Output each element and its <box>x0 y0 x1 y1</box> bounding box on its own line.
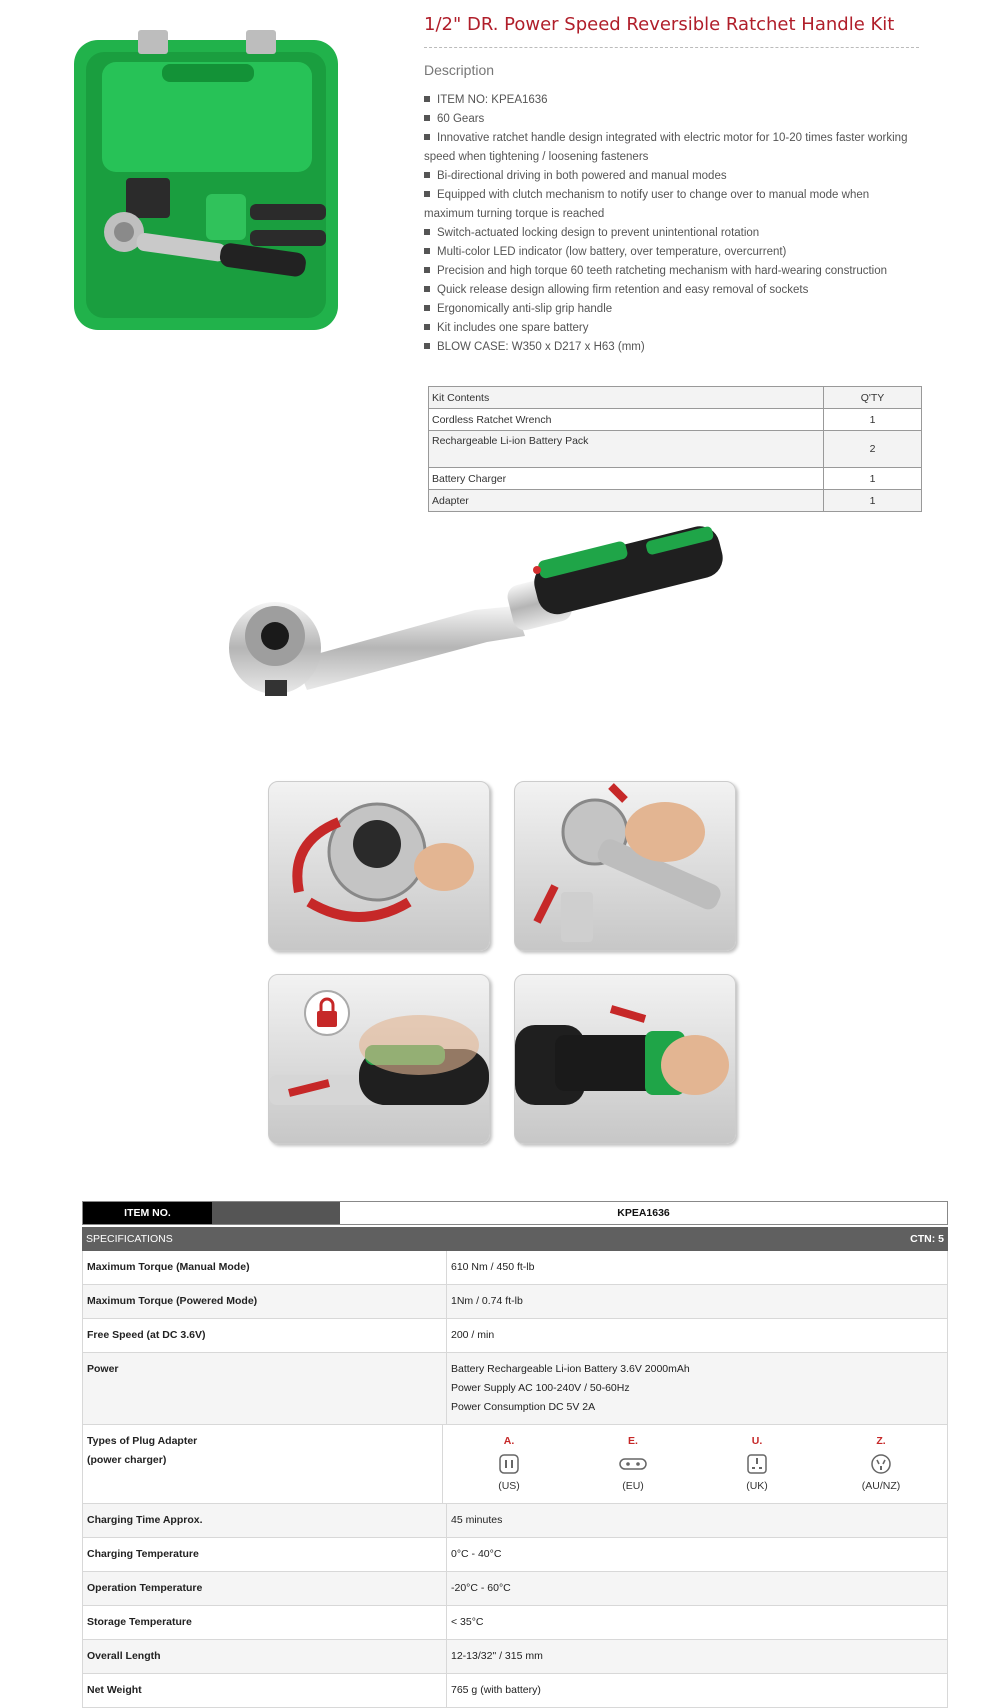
plug-code: U. <box>751 1435 763 1447</box>
title-divider <box>424 47 919 48</box>
item-number-row <box>82 1201 948 1225</box>
spec-label: Net Weight <box>83 1674 447 1707</box>
table-row <box>82 1353 948 1425</box>
feature-item: Ergonomically anti-slip grip handle <box>424 300 919 319</box>
detail-photo-quick-release <box>514 781 736 951</box>
spec-label: Free Speed (at DC 3.6V) <box>83 1319 447 1352</box>
table-row <box>429 387 922 409</box>
plug-region: (US) <box>498 1480 520 1492</box>
kit-qty: 1 <box>824 409 922 431</box>
table-row <box>429 431 922 468</box>
detail-photo-lock-switch <box>268 974 490 1144</box>
spec-rows <box>82 1251 948 1708</box>
specifications-label: SPECIFICATIONS <box>86 1233 173 1245</box>
kit-item: Adapter <box>429 490 824 512</box>
spec-value: 765 g (with battery) <box>451 1684 541 1696</box>
feature-item: Equipped with clutch mechanism to notify user to change over to manual mode when maximum turning torque is reached <box>424 186 919 224</box>
plug-type <box>571 1432 695 1496</box>
detail-photo-rotation <box>268 781 490 951</box>
spec-value <box>447 1353 947 1424</box>
detail-photo-battery <box>514 974 736 1144</box>
feature-item: Quick release design allowing firm retention and easy removal of sockets <box>424 281 919 300</box>
kit-item: Rechargeable Li-ion Battery Pack <box>429 431 824 468</box>
feature-item: Kit includes one spare battery <box>424 319 919 338</box>
plug-region: (AU/NZ) <box>861 1480 901 1492</box>
power-line: Battery Rechargeable Li-ion Battery 3.6V 2000mAh <box>451 1363 690 1375</box>
table-row <box>82 1674 948 1708</box>
spec-label: Maximum Torque (Powered Mode) <box>83 1285 447 1318</box>
eu-plug-icon <box>618 1453 648 1475</box>
feature-item: Switch-actuated locking design to prevent unintentional rotation <box>424 224 919 243</box>
spec-value: 1Nm / 0.74 ft-lb <box>451 1295 523 1307</box>
spec-label: Operation Temperature <box>83 1572 447 1605</box>
spec-value: 45 minutes <box>451 1514 503 1526</box>
spec-label: Overall Length <box>83 1640 447 1673</box>
au-plug-icon <box>870 1453 892 1475</box>
us-plug-icon <box>498 1453 520 1475</box>
carton-count: CTN: 5 <box>910 1233 944 1245</box>
spec-value: 12-13/32" / 315 mm <box>451 1650 543 1662</box>
plug-region: (UK) <box>746 1480 768 1492</box>
product-case-image <box>66 26 356 342</box>
table-row <box>82 1285 948 1319</box>
spec-label: Maximum Torque (Manual Mode) <box>83 1251 447 1284</box>
table-row <box>82 1538 948 1572</box>
table-row <box>82 1251 948 1285</box>
spec-value: 0°C - 40°C <box>451 1548 502 1560</box>
specifications-table <box>82 1201 948 1708</box>
item-number-value: KPEA1636 <box>340 1202 947 1224</box>
plug-type <box>447 1432 571 1496</box>
table-row <box>429 490 922 512</box>
feature-item: Bi-directional driving in both powered and manual modes <box>424 167 919 186</box>
table-row <box>82 1319 948 1353</box>
description-heading: Description <box>424 62 495 78</box>
table-row <box>82 1606 948 1640</box>
table-row <box>82 1572 948 1606</box>
table-row <box>429 468 922 490</box>
spec-value: 200 / min <box>451 1329 495 1341</box>
spec-value: -20°C - 60°C <box>451 1582 511 1594</box>
ratchet-product-image <box>225 540 765 760</box>
power-line: Power Consumption DC 5V 2A <box>451 1401 596 1413</box>
power-line: Power Supply AC 100-240V / 50-60Hz <box>451 1382 630 1394</box>
spec-label: Power <box>83 1353 447 1424</box>
feature-item: BLOW CASE: W350 x D217 x H63 (mm) <box>424 338 919 357</box>
plug-code: E. <box>628 1435 638 1447</box>
kit-qty: 1 <box>824 490 922 512</box>
feature-item: Multi-color LED indicator (low battery, over temperature, overcurrent) <box>424 243 919 262</box>
spec-label: Charging Time Approx. <box>83 1504 447 1537</box>
table-row <box>429 409 922 431</box>
kit-qty: 2 <box>824 431 922 468</box>
feature-item: ITEM NO: KPEA1636 <box>424 91 919 110</box>
plug-region: (EU) <box>622 1480 644 1492</box>
table-row <box>82 1425 948 1504</box>
plug-type <box>819 1432 943 1496</box>
spec-value: 610 Nm / 450 ft-lb <box>451 1261 535 1273</box>
feature-item: 60 Gears <box>424 110 919 129</box>
feature-item: Precision and high torque 60 teeth ratcheting mechanism with hard-wearing construction <box>424 262 919 281</box>
spec-label: Storage Temperature <box>83 1606 447 1639</box>
item-number-label: ITEM NO. <box>83 1202 212 1224</box>
kit-qty: 1 <box>824 468 922 490</box>
plug-label-line: (power charger) <box>87 1454 167 1466</box>
uk-plug-icon <box>746 1453 768 1475</box>
product-title: 1/2" DR. Power Speed Reversible Ratchet Handle Kit <box>424 14 895 35</box>
plug-type <box>695 1432 819 1496</box>
kit-header-qty: Q'TY <box>824 387 922 409</box>
kit-item: Battery Charger <box>429 468 824 490</box>
plug-types <box>443 1425 947 1503</box>
kit-item: Cordless Ratchet Wrench <box>429 409 824 431</box>
feature-item: Innovative ratchet handle design integrated with electric motor for 10-20 times faster working speed when tightening / loosening fasteners <box>424 129 919 167</box>
plug-code: Z. <box>876 1435 886 1447</box>
feature-list <box>424 91 919 357</box>
item-number-spacer <box>212 1202 340 1224</box>
specifications-band <box>82 1227 948 1251</box>
spec-label <box>83 1425 443 1503</box>
plug-label-line: Types of Plug Adapter <box>87 1435 198 1447</box>
kit-header-item: Kit Contents <box>429 387 824 409</box>
spec-value: < 35°C <box>451 1616 484 1628</box>
table-row <box>82 1640 948 1674</box>
spec-label: Charging Temperature <box>83 1538 447 1571</box>
table-row <box>82 1504 948 1538</box>
plug-code: A. <box>503 1435 515 1447</box>
kit-contents-table <box>428 386 922 512</box>
